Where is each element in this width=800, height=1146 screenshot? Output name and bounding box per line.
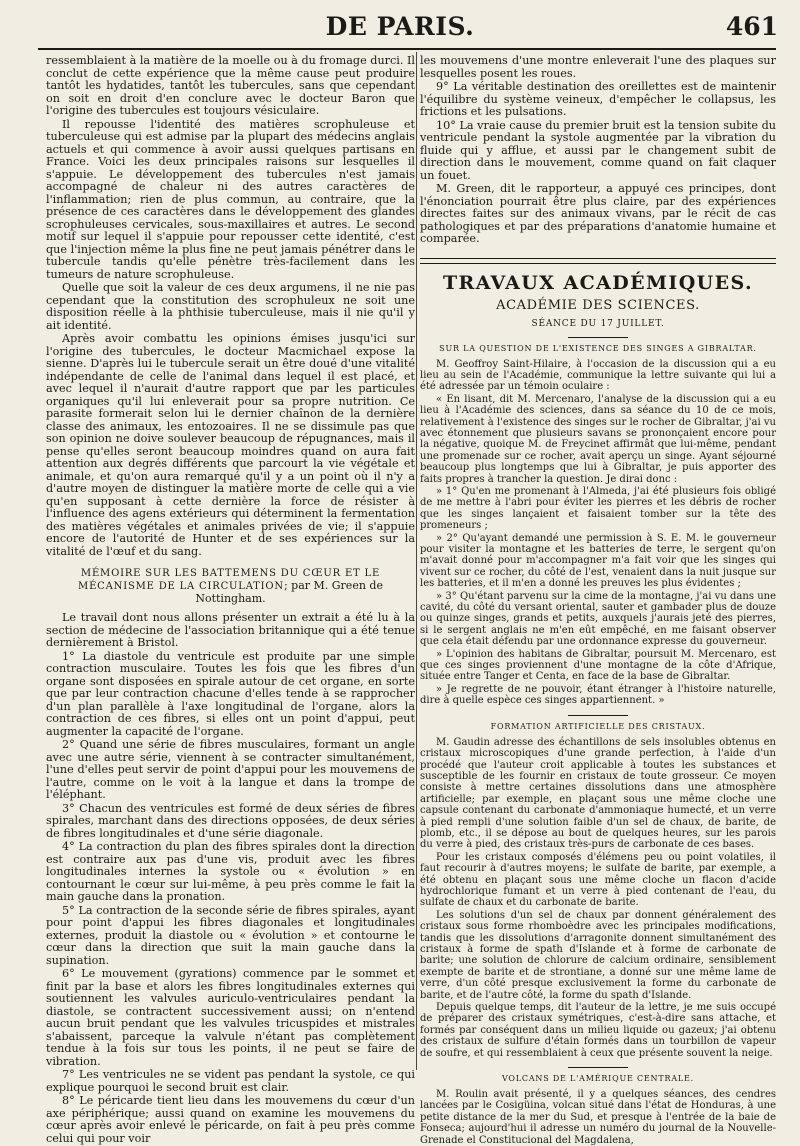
divider [568, 1067, 628, 1068]
paragraph: Le travail dont nous allons présenter un extrait a été lu à la section de médecine de l'association britannique qui a été tenue dernièrement à Bristol. [46, 611, 415, 649]
right-column [420, 54, 776, 1146]
paragraph: 8° Le péricarde tient lieu dans les mouvemens du cœur d'un axe périphérique; aussi quand on examine les mouvemens du cœur après avoir enlevé le péricarde, on fait à peu près comme celui qui pour voir [46, 1094, 415, 1145]
paragraph: M. Geoffroy Saint-Hilaire, à l'occasion de la discussion qui a eu lieu au sein de l'Académie, communique la lettre suivante qui lui a été adressée par un témoin oculaire : [420, 358, 776, 393]
volcans-heading: VOLCANS DE L'AMÉRIQUE CENTRALE. [501, 1074, 694, 1084]
memoire-heading [46, 568, 415, 606]
paragraph: » 1° Qu'en me promenant à l'Almeda, j'ai été plusieurs fois obligé de me mettre à l'abri pour éviter les pierres et les débris de rocher que les singes lançaient et faisaient tomber sur la tête des promeneurs ; [420, 485, 776, 532]
page-number: 461 [725, 12, 778, 41]
paragraph: Les solutions d'un sel de chaux par donnent généralement des cristaux sous forme rhomboèdre avec les principales modifications, tandis que les dissolutions d'arragonite donnent simultanément des cristaux à forme de spath d'Islande et à forme de carbonate de barite; une solution de chlorure de calcium ordinaire, sensiblement exempte de barite et de strontiane, a donné sur une même lame de verre, d'un côté presque exclusivement la forme du carbonate de barite, et de l'autre côté, la forme du spath d'Islande. [420, 909, 776, 1001]
gibraltar-article [420, 359, 776, 707]
paragraph: Après avoir combattu les opinions émises jusqu'ici sur l'origine des tubercules, le docteur Macmichael expose la sienne. D'après lui le tubercule serait un être doué d'une vitalité indépendante de celle de l'animal dans lequel il est placé, et avec lequel il n'aurait d'autre rapport que par les particules organiques qu'il lui enleverait pour sa propre nutrition. Ce parasite formerait selon lui le dernier chaînon de la dernière classe des animaux, les entozoaires. Il ne se dissimule pas que son opinion ne doive soulever beaucoup de répugnances, mais il pense qu'elles seront beaucoup moindres quand on aura fait attention aux degrés différents que parcourt la vie végétale et animale, et qu'on aura remarqué qu'il y a un point où il n'y a d'autre moyen de distinguer la matière morte de celle qui a vie qu'en supposant à cette dernière la force de résister à l'influence des agens extérieurs qui déterminent la fermentation des matières végétales et animales privées de vie; il s'appuie encore de l'autorité de Hunter et de ses expériences sur la vitalité de l'œuf et du sang. [46, 332, 415, 558]
section-rule [420, 258, 776, 264]
paragraph: « En lisant, dit M. Mercenaro, l'analyse de la discussion qui a eu lieu à l'Académie des sciences, dans sa séance du 10 de ce mois, relativement à l'existence des singes sur le rocher de Gibraltar, j'ai vu avec étonnement que plusieurs savans se prononçaient encore pour la négative, quoique M. de Freycinet affirmât que lui-même, pendant une promenade sur ce rocher, avait aperçu un singe. Ayant séjourné beaucoup plus longtemps que lui à Gibraltar, je puis apporter des faits propres à trancher la question. Je dirai donc : [420, 393, 776, 485]
paragraph: Quelle que soit la valeur de ces deux argumens, il ne nie pas cependant que la constitution des scrophuleux ne soit une disposition réelle à la phthisie tuberculeuse, mais il nie qu'il y ait identité. [46, 281, 415, 332]
section-title: TRAVAUX ACADÉMIQUES. [443, 271, 753, 294]
gibraltar-heading: SUR LA QUESTION DE L'EXISTENCE DES SINGES A GIBRALTAR. [439, 343, 757, 353]
page-header [0, 0, 800, 46]
paragraph: » Je regrette de ne pouvoir, étant étranger à l'histoire naturelle, dire à quelle espèce ces singes appartiennent. » [420, 683, 776, 707]
paragraph: M. Green, dit le rapporteur, a appuyé ces principes, dont l'énonciation pourrait être plus claire, par des expériences directes faites sur des animaux vivans, par le récit de cas pathologiques et par des préparations d'anatomie humaine et comparée. [420, 182, 776, 245]
divider [568, 337, 628, 338]
paragraph: ressemblaient à la matière de la moelle ou à du fromage durci. Il conclut de cette expérience que la même cause peut produire tantôt les hydatides, tantôt les tubercules, sans que cependant on soit en droit d'en conclure avec le docteur Baron que l'origine des tubercules est toujours vésiculaire. [46, 54, 415, 117]
section-subtitle: ACADÉMIE DES SCIENCES. [496, 297, 700, 313]
paragraph: 4° La contraction du plan des fibres spirales dont la direction est contraire aux pas d'une vis, produit avec les fibres longitudinales internes la systole ou « évolution » en contournant le cœur sur lui-même, à peu près comme le fait la main gauche dans la pronation. [46, 840, 415, 903]
divider [568, 715, 628, 716]
paragraph: 9° La véritable destination des oreillettes est de maintenir l'équilibre du système veineux, d'empêcher le collapsus, les frictions et les pulsations. [420, 80, 776, 118]
paragraph: 2° Quand une série de fibres musculaires, formant un angle avec une autre série, viennent à se contracter simultanément, l'une d'elles peut servir de point d'appui pour les mouvemens de l'autre, comme on le voit à la langue et dans la trompe de l'éléphant. [46, 738, 415, 801]
cristaux-heading: FORMATION ARTIFICIELLE DES CRISTAUX. [490, 721, 706, 731]
left-column [46, 54, 415, 1145]
cristaux-article [420, 737, 776, 1059]
paragraph: 6° Le mouvement (gyrations) commence par le sommet et finit par la base et alors les fibres longitudinales externes qui soutiennent les valvules auriculo-ventriculaires pendant la diastole, se contractent successivement aussi; on n'entend aucun bruit pendant que les valvules tricuspides et mistrales s'abaissent, parceque la valvule n'étant pas complètement tendue à la fois sur tous les points, il ne peut se faire de vibration. [46, 967, 415, 1068]
column-divider [416, 52, 417, 1070]
paragraph: 7° Les ventricules ne se vident pas pendant la systole, ce qui explique pourquoi le second bruit est clair. [46, 1068, 415, 1094]
paragraph: M. Gaudin adresse des échantillons de sels insolubles obtenus en cristaux microscopiques d'une grande perfection, à l'aide d'un procédé que l'auteur croit applicable à toutes les substances et susceptible de les fournir en cristaux de toute grosseur. Ce moyen consiste à mettre certaines dissolutions dans une atmosphère artificielle; par exemple, en plaçant sous une même cloche une capsule contenant du carbonate d'ammoniaque humecté, et un verre à pied rempli d'une solution faible d'un sel de chaux, de barite, de plomb, etc., il se dépose au bout de quelques heures, sur les parois du verre à pied, des cristaux très-purs de carbonate de ces bases. [420, 736, 776, 851]
paragraph: Il repousse l'identité des matières scrophuleuse et tuberculeuse qui est admise par la plupart des médecins anglais actuels et qui commence à avoir aussi quelques partisans en France. Voici les deux principales raisons sur lesquelles il s'appuie. Le développement des tubercules n'est jamais accompagné de chaleur ni des autres caractères de l'inflammation; rien de plus commun, au contraire, que la présence de ces caractères dans le développement des glandes scrophuleuses cervicales, sous-maxillaires et autres. Le second motif sur lequel il s'appuie pour repousser cette identité, c'est que l'injection même la plus fine ne peut jamais pénétrer dans le tubercule tandis qu'elle pénètre très-facilement dans les tumeurs de nature scrophuleuse. [46, 117, 415, 281]
header-rule [38, 48, 776, 50]
paragraph: 10° La vraie cause du premier bruit est la tension subite du ventricule pendant la systole augmentée par la vibration du fluide qui y afflue, et aussi par le changement subit de direction dans le mouvement, comme quand on fait claquer un fouet. [420, 118, 776, 182]
paragraph: 5° La contraction de la seconde série de fibres spirales, ayant pour point d'appui les fibres diagonales et longitudinales externes, produit la diastole ou « évolution » et contourne le cœur dans la direction que suit la main gauche dans la supination. [46, 903, 415, 967]
paragraph: 1° La diastole du ventricule est produite par une simple contraction musculaire. Toutes les fois que les fibres d'un organe sont disposées en spirale autour de cet organe, en sorte que par leur contraction chacune d'elles tende à se rapprocher d'un plan parallèle à l'axe longitudinal de l'organe, alors la contraction de ces fibres, si elles ont un point d'appui, peut augmenter la capacité de l'organe. [46, 649, 415, 738]
paragraph: M. Roulin avait présenté, il y a quelques séances, des cendres lancées par le Cosigüina, volcan situé dans l'état de Honduras, à une petite distance de la mer du Sud, et presque à l'entrée de la baie de Fonseca; aujourd'hui il adresse un numéro du journal de la Nouvelle-Grenade el Constitucional del Magdalena, [420, 1089, 776, 1146]
volcans-article [420, 1089, 776, 1146]
paragraph: » L'opinion des habitans de Gibraltar, poursuit M. Mercenaro, est que ces singes proviennent d'une montagne de la côte d'Afrique, située entre Tanger et Centa, en face de la base de Gibraltar. [420, 648, 776, 683]
paragraph: 3° Chacun des ventricules est formé de deux séries de fibres spirales, marchant dans des directions opposées, de deux séries de fibres longitudinales et d'une série diagonale. [46, 801, 415, 840]
memoire-author: ; par M. Green de Nottingham. [195, 579, 383, 605]
paragraph: Depuis quelque temps, dit l'auteur de la lettre, je me suis occupé de préparer des cristaux symétriques, c'est-à-dire sans attache, et formés par conséquent dans un milieu liquide ou gazeux; j'ai obtenu des cristaux de sulfure d'étain formés dans un tourbillon de vapeur de soufre, et qui ressemblaient à ceux que présente souvent la neige. [420, 1002, 776, 1059]
paragraph: » 3° Qu'étant parvenu sur la cime de la montagne, j'ai vu dans une cavité, du côté du versant oriental, sauter et gambader plus de douze ou quinze singes, grands et petits, auxquels j'aurais jeté des pierres, si le sergent anglais ne m'en eût empêché, en me faisant observer que cela était défendu par une ordonnance expresse du gouverneur. [420, 590, 776, 648]
memoire-title: MÉMOIRE SUR LES BATTEMENS DU CŒUR ET LE MÉCANISME DE LA CIRCULATION [78, 568, 381, 592]
paragraph: les mouvemens d'une montre enleverait l'une des plaques sur lesquelles posent les roues. [420, 54, 776, 80]
seance-date: SÉANCE DU 17 JUILLET. [531, 318, 665, 329]
paragraph: » 2° Qu'ayant demandé une permission à S. E. M. le gouverneur pour visiter la montagne et les batteries de terre, le sergent qu'on m'avait donné pour m'accompagner m'a fait voir que les singes qui vivent sur ce rocher, du côté de l'est, venaient dans la nuit jusque sur les batteries, et il m'en a donné les preuves les plus évidentes ; [420, 532, 776, 590]
running-title: DE PARIS. [325, 12, 475, 41]
paragraph: Pour les cristaux composés d'élémens peu ou point volatiles, il faut recourir à d'autres moyens; le sulfate de barite, par exemple, a été obtenu en plaçant sous une même cloche un flacon d'acide hydrochlorique fumant et un verre à pied contenant de l'eau, du sulfate de chaux et du carbonate de barite. [420, 851, 776, 909]
